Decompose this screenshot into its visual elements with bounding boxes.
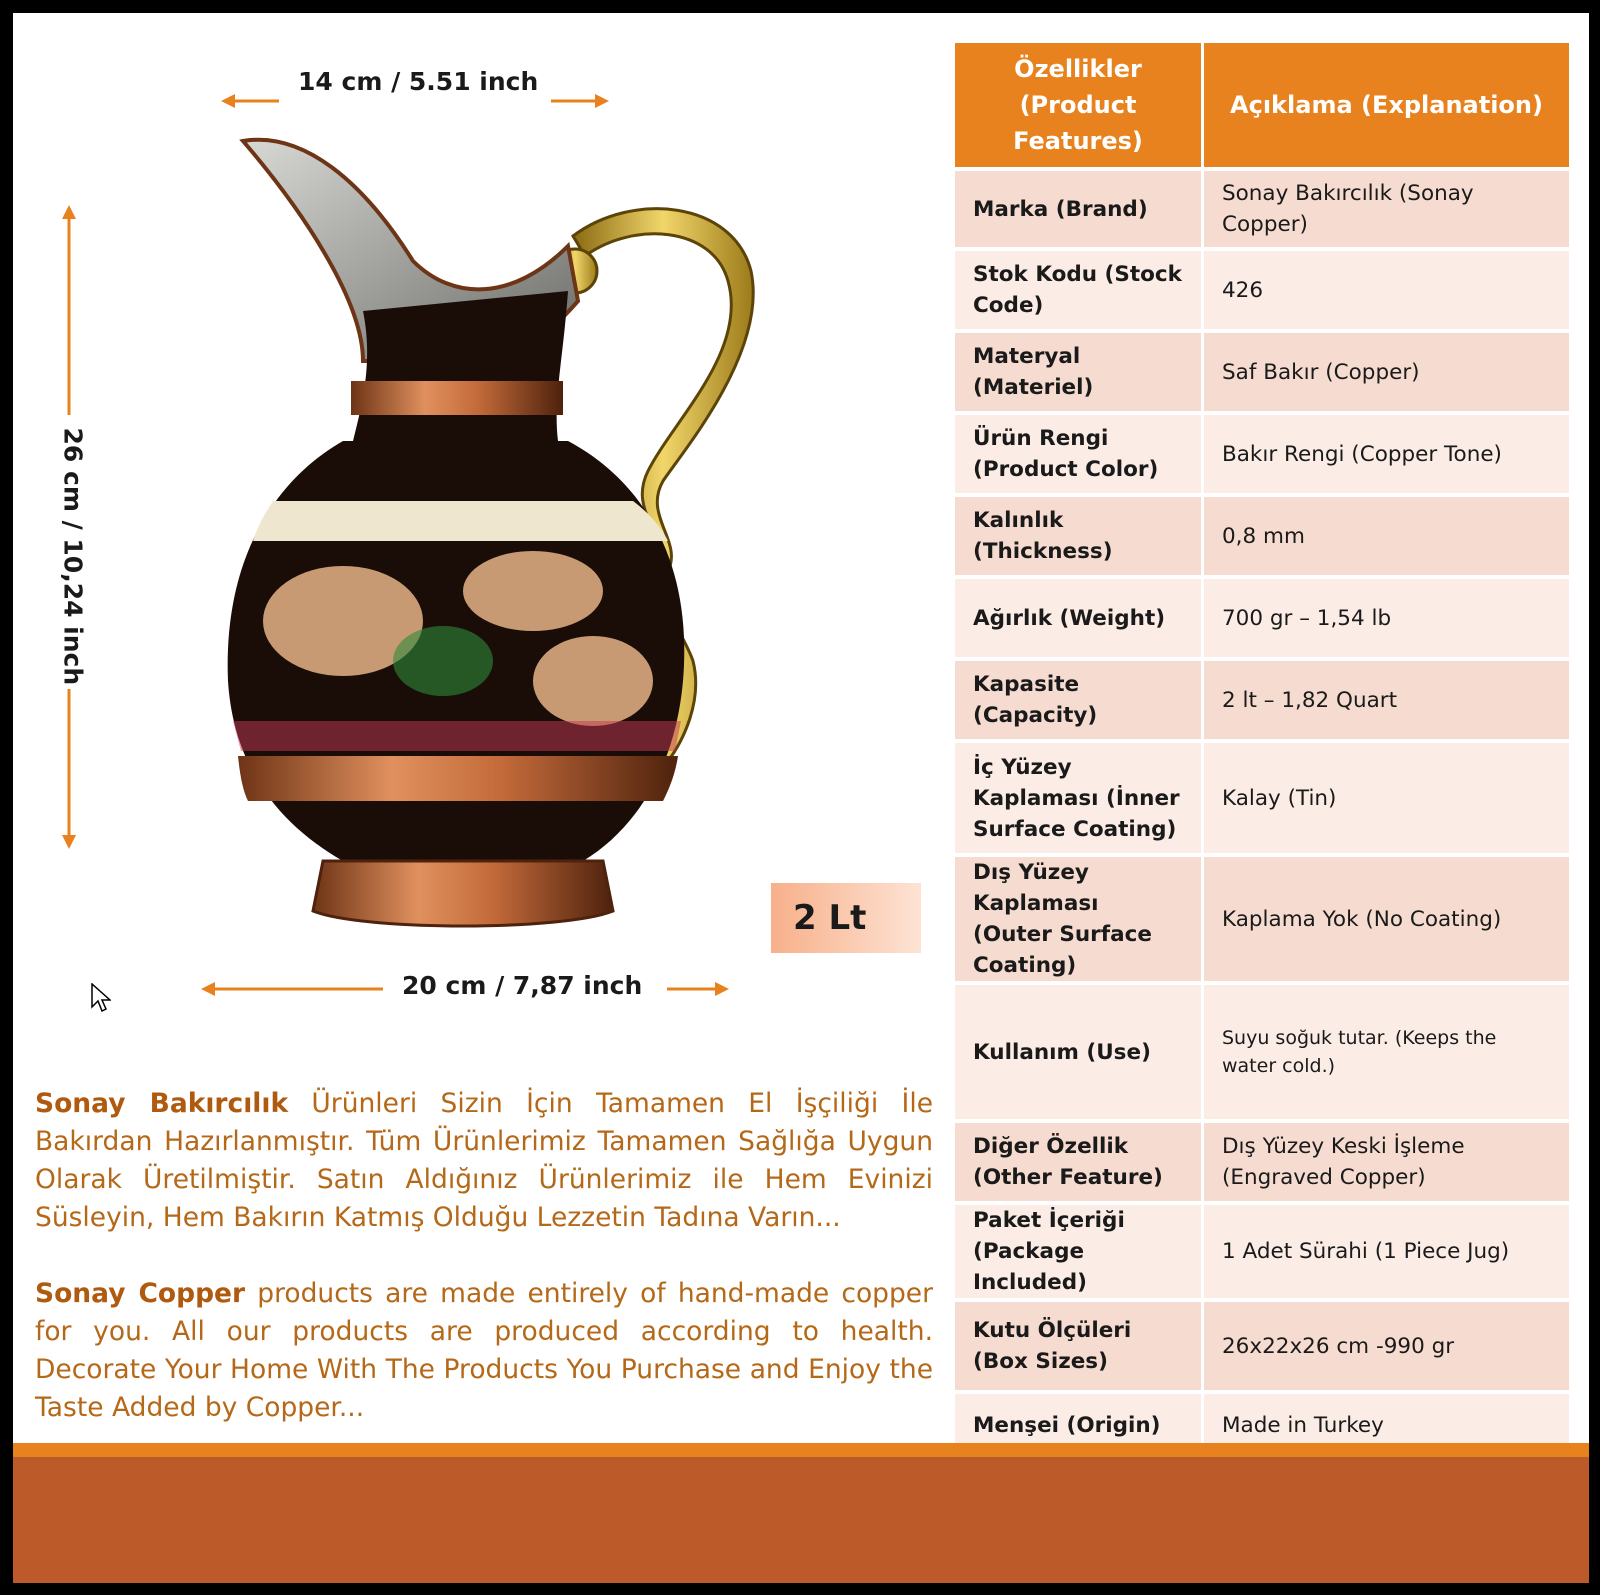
width-arrow-left-icon [221, 91, 281, 111]
header-explanation: Açıklama (Explanation) [1204, 43, 1569, 167]
table-row [955, 251, 1569, 329]
base-arrow-left-icon [201, 979, 383, 999]
brand-name-tr: Sonay Bakırcılık [35, 1088, 289, 1119]
table-row [955, 579, 1569, 657]
row-value: Dış Yüzey Keski İşleme (Engraved Copper) [1204, 1123, 1569, 1201]
base-arrow-right-icon [667, 979, 729, 999]
row-key: Stok Kodu (Stock Code) [955, 251, 1201, 329]
row-key: Kullanım (Use) [955, 985, 1201, 1119]
table-row [955, 171, 1569, 247]
height-arrow-down-icon [59, 689, 79, 849]
base-width-label: 20 cm / 7,87 inch [402, 971, 643, 1000]
table-row [955, 1205, 1569, 1298]
brand-name-en: Sonay Copper [35, 1278, 246, 1309]
row-value: 1 Adet Sürahi (1 Piece Jug) [1204, 1205, 1569, 1298]
row-value: Kalay (Tin) [1204, 743, 1569, 853]
table-row [955, 743, 1569, 853]
product-spec-table [952, 39, 1572, 1460]
table-header-row [955, 43, 1569, 167]
row-value: Suyu soğuk tutar. (Keeps the water cold.) [1204, 985, 1569, 1119]
row-key: Diğer Özellik (Other Feature) [955, 1123, 1201, 1201]
row-key: Menşei (Origin) [955, 1394, 1201, 1456]
footer-accent-line [13, 1443, 1589, 1457]
row-key: Materyal (Materiel) [955, 333, 1201, 411]
table-row [955, 857, 1569, 981]
product-sheet [13, 13, 1589, 1583]
copper-jug-image [213, 121, 773, 941]
row-value: Sonay Bakırcılık (Sonay Copper) [1204, 171, 1569, 247]
width-label: 14 cm / 5.51 inch [298, 67, 539, 96]
table-row [955, 985, 1569, 1119]
footer-band [13, 1457, 1589, 1583]
table-row [955, 415, 1569, 493]
table-row [955, 661, 1569, 739]
mouse-pointer-icon [91, 983, 111, 1013]
row-key: Kalınlık (Thickness) [955, 497, 1201, 575]
row-value: Kaplama Yok (No Coating) [1204, 857, 1569, 981]
row-value: 0,8 mm [1204, 497, 1569, 575]
table-row [955, 497, 1569, 575]
height-arrow-up-icon [59, 205, 79, 415]
row-value: 2 lt – 1,82 Quart [1204, 661, 1569, 739]
row-key: Ürün Rengi (Product Color) [955, 415, 1201, 493]
row-key: Ağırlık (Weight) [955, 579, 1201, 657]
row-value: Saf Bakır (Copper) [1204, 333, 1569, 411]
row-key: İç Yüzey Kaplaması (İnner Surface Coating) [955, 743, 1201, 853]
row-value: 426 [1204, 251, 1569, 329]
table-row [955, 333, 1569, 411]
capacity-badge: 2 Lt [771, 883, 921, 953]
description-turkish [35, 1085, 933, 1237]
row-key: Dış Yüzey Kaplaması (Outer Surface Coating) [955, 857, 1201, 981]
header-features: Özellikler (Product Features) [955, 43, 1201, 167]
row-value: Made in Turkey [1204, 1394, 1569, 1456]
row-value: Bakır Rengi (Copper Tone) [1204, 415, 1569, 493]
table-row [955, 1123, 1569, 1201]
height-label: 26 cm / 10,24 inch [58, 427, 88, 686]
row-key: Kapasite (Capacity) [955, 661, 1201, 739]
row-key: Marka (Brand) [955, 171, 1201, 247]
row-key: Paket İçeriği (Package Included) [955, 1205, 1201, 1298]
width-arrow-right-icon [549, 91, 609, 111]
row-key: Kutu Ölçüleri (Box Sizes) [955, 1302, 1201, 1390]
row-value: 26x22x26 cm -990 gr [1204, 1302, 1569, 1390]
description-tr-text: Ürünleri Sizin İçin Tamamen El İşçiliği İle Bakırdan Hazırlanmıştır. Tüm Ürünlerimiz Tamamen Sağlığa Uygun Olarak Üretilmiştir. Satın Aldığınız Ürünlerimiz ile Hem Evinizi Süsleyin, Hem Bakırın Katmış Olduğu Lezzetin Tadına Varın... [35, 1088, 934, 1233]
row-value: 700 gr – 1,54 lb [1204, 579, 1569, 657]
table-row [955, 1302, 1569, 1390]
description-en-text: products are made entirely of hand-made copper for you. All our products are produced according to health. Decorate Your Home With The Products You Purchase and Enjoy the Taste Added by Copper... [35, 1278, 933, 1423]
description-english [35, 1275, 933, 1427]
